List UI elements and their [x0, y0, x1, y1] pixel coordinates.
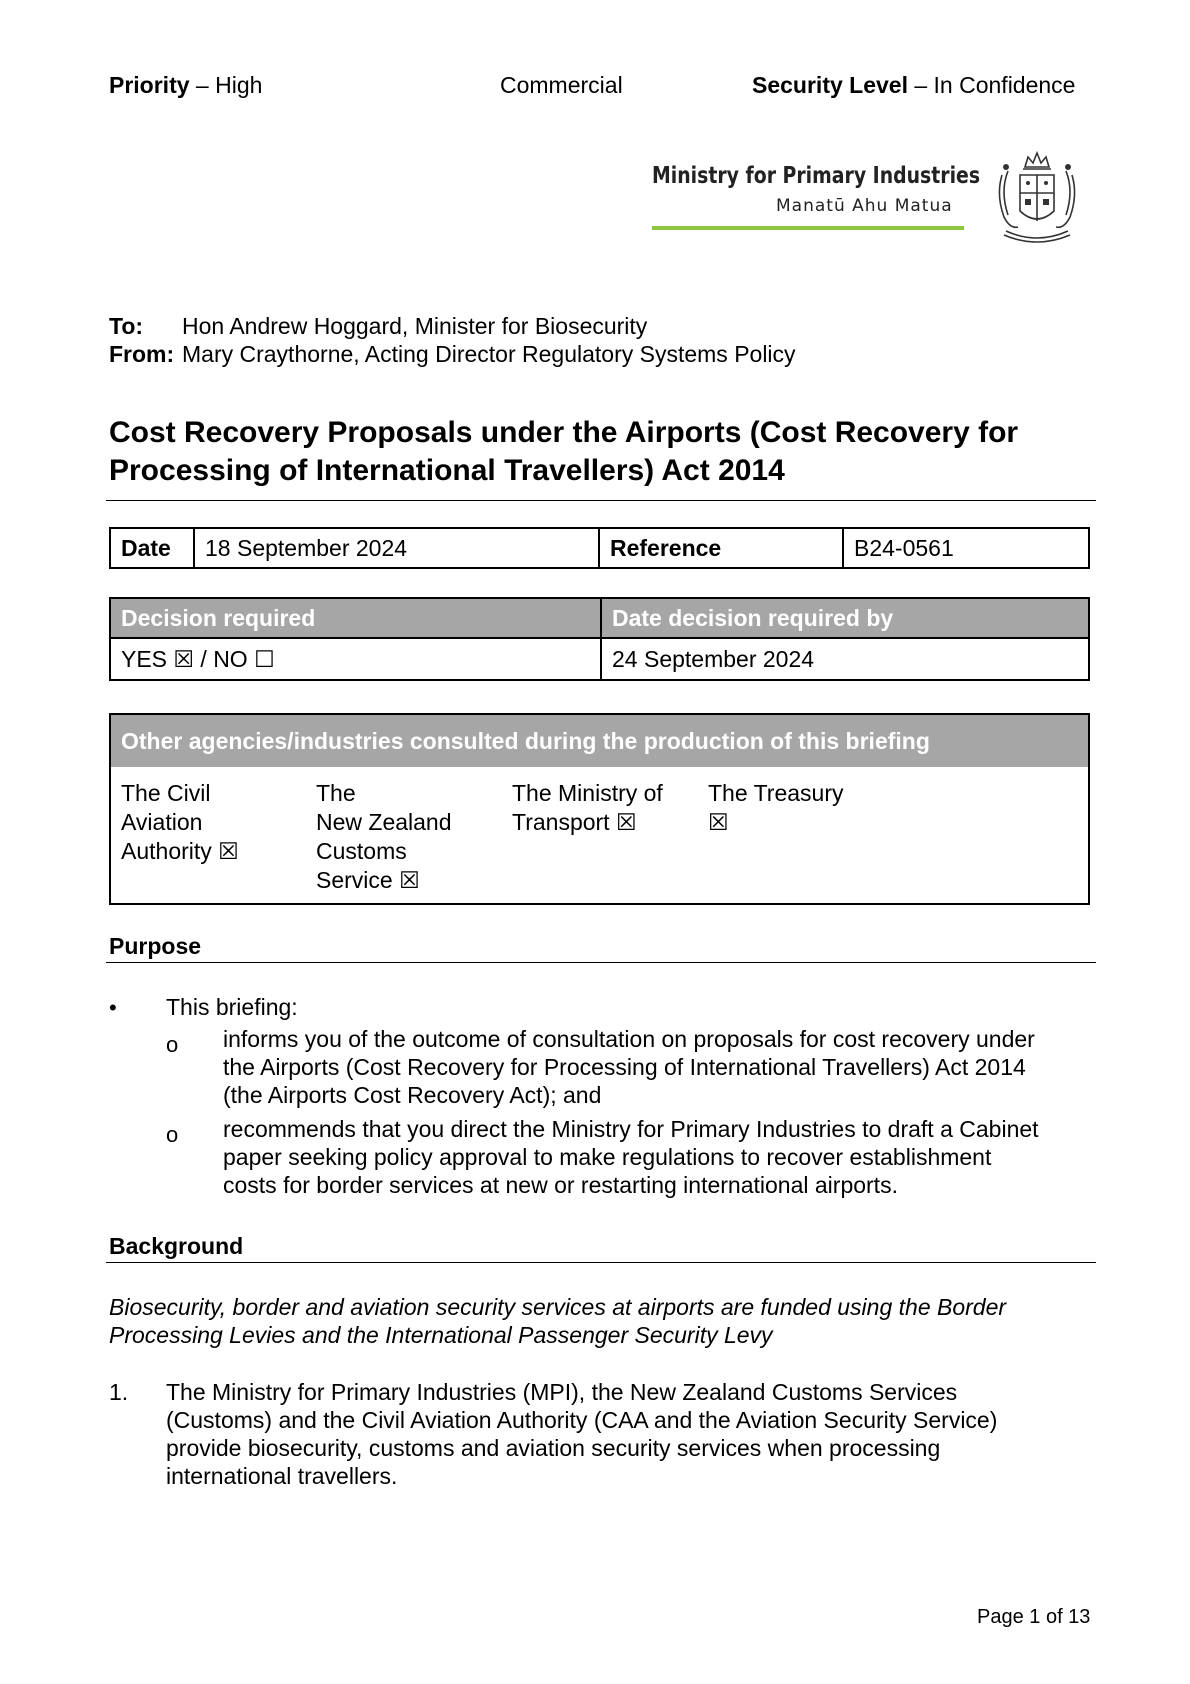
background-heading: Background	[109, 1233, 244, 1259]
bullet-symbol: •	[109, 995, 117, 1020]
security-level-header	[752, 72, 1075, 99]
priority-value: – High	[189, 72, 263, 98]
to-value: Hon Andrew Hoggard, Minister for Biosecurity	[182, 313, 648, 339]
agency-line: The Ministry of	[512, 780, 663, 806]
ministry-logo-maori-name: Manatū Ahu Matua	[776, 196, 953, 216]
nz-coat-of-arms-icon	[982, 145, 1092, 249]
decision-date-label: Date decision required by	[601, 598, 1089, 638]
decision-table	[109, 597, 1090, 681]
agency-line: Authority ☒	[121, 838, 239, 864]
text-line: costs for border services at new or restarting international airports.	[223, 1172, 898, 1198]
text-line: the Airports (Cost Recovery for Processing of International Travellers) Act 2014	[223, 1054, 1026, 1080]
decision-required-label: Decision required	[110, 598, 601, 638]
agency-line: Customs	[316, 838, 407, 864]
agencies-heading: Other agencies/industries consulted during the production of this briefing	[111, 715, 1088, 767]
sub-bullet-symbol: o	[166, 1122, 179, 1147]
background-subheading	[109, 1293, 1099, 1349]
text-line: recommends that you direct the Ministry for Primary Industries to draft a Cabinet	[223, 1116, 1039, 1142]
text-line: paper seeking policy approval to make regulations to recover establishment	[223, 1144, 992, 1170]
to-label: To:	[109, 313, 144, 339]
priority-header	[109, 72, 262, 99]
agency-transport	[512, 779, 663, 837]
background-paragraph-1	[166, 1378, 1096, 1490]
text-line: provide biosecurity, customs and aviation security services when processing	[166, 1435, 941, 1461]
text-line: Biosecurity, border and aviation security services at airports are funded using the Border	[109, 1294, 1007, 1320]
agency-customs	[316, 779, 452, 895]
date-value: 18 September 2024	[194, 528, 599, 568]
classification-header: Commercial	[500, 72, 623, 98]
agency-line: Transport ☒	[512, 809, 637, 835]
agency-treasury	[708, 779, 844, 837]
security-label: Security Level	[752, 72, 908, 98]
title-rule	[106, 500, 1096, 501]
text-line: (Customs) and the Civil Aviation Authority (CAA and the Aviation Security Service)	[166, 1407, 998, 1433]
from-value: Mary Craythorne, Acting Director Regulatory Systems Policy	[182, 341, 796, 367]
agency-line: ☒	[708, 809, 729, 835]
from-label: From:	[109, 341, 175, 367]
purpose-item-informs	[223, 1025, 1093, 1109]
logo-accent-line	[652, 226, 964, 230]
purpose-intro: This briefing:	[166, 994, 298, 1020]
agency-line: The Civil	[121, 780, 211, 806]
purpose-rule	[106, 962, 1096, 963]
decision-required-value: YES ☒ / NO ☐	[110, 638, 601, 680]
agency-civil-aviation	[121, 779, 239, 866]
reference-label: Reference	[599, 528, 843, 568]
text-line: (the Airports Cost Recovery Act); and	[223, 1082, 602, 1108]
priority-label: Priority	[109, 72, 190, 98]
sub-bullet-symbol: o	[166, 1032, 179, 1057]
document-title: Cost Recovery Proposals under the Airports (Cost Recovery for Processing of International Travellers) Act 2014	[109, 416, 1019, 487]
to-line	[109, 313, 647, 340]
agency-line: Service ☒	[316, 867, 420, 893]
text-line: The Ministry for Primary Industries (MPI), the New Zealand Customs Services	[166, 1379, 958, 1405]
text-line: Processing Levies and the International Passenger Security Levy	[109, 1322, 773, 1348]
reference-value: B24-0561	[843, 528, 1089, 568]
agencies-consulted-box	[109, 713, 1090, 905]
purpose-heading: Purpose	[109, 933, 202, 959]
background-rule	[106, 1262, 1096, 1263]
agency-line: Aviation	[121, 809, 203, 835]
security-value: – In Confidence	[907, 72, 1076, 98]
purpose-item-recommends	[223, 1115, 1093, 1199]
agency-line: The Treasury	[708, 780, 844, 806]
date-label: Date	[110, 528, 194, 568]
agency-line: New Zealand	[316, 809, 452, 835]
decision-date-value: 24 September 2024	[601, 638, 1089, 680]
page-number: Page 1 of 13	[977, 1606, 1091, 1628]
paragraph-number: 1.	[109, 1379, 129, 1405]
text-line: international travellers.	[166, 1463, 398, 1489]
from-line	[109, 341, 796, 368]
meta-table	[109, 527, 1090, 569]
ministry-logo-name: Ministry for Primary Industries	[652, 163, 981, 189]
text-line: informs you of the outcome of consultation on proposals for cost recovery under	[223, 1026, 1035, 1052]
agency-line: The	[316, 780, 356, 806]
